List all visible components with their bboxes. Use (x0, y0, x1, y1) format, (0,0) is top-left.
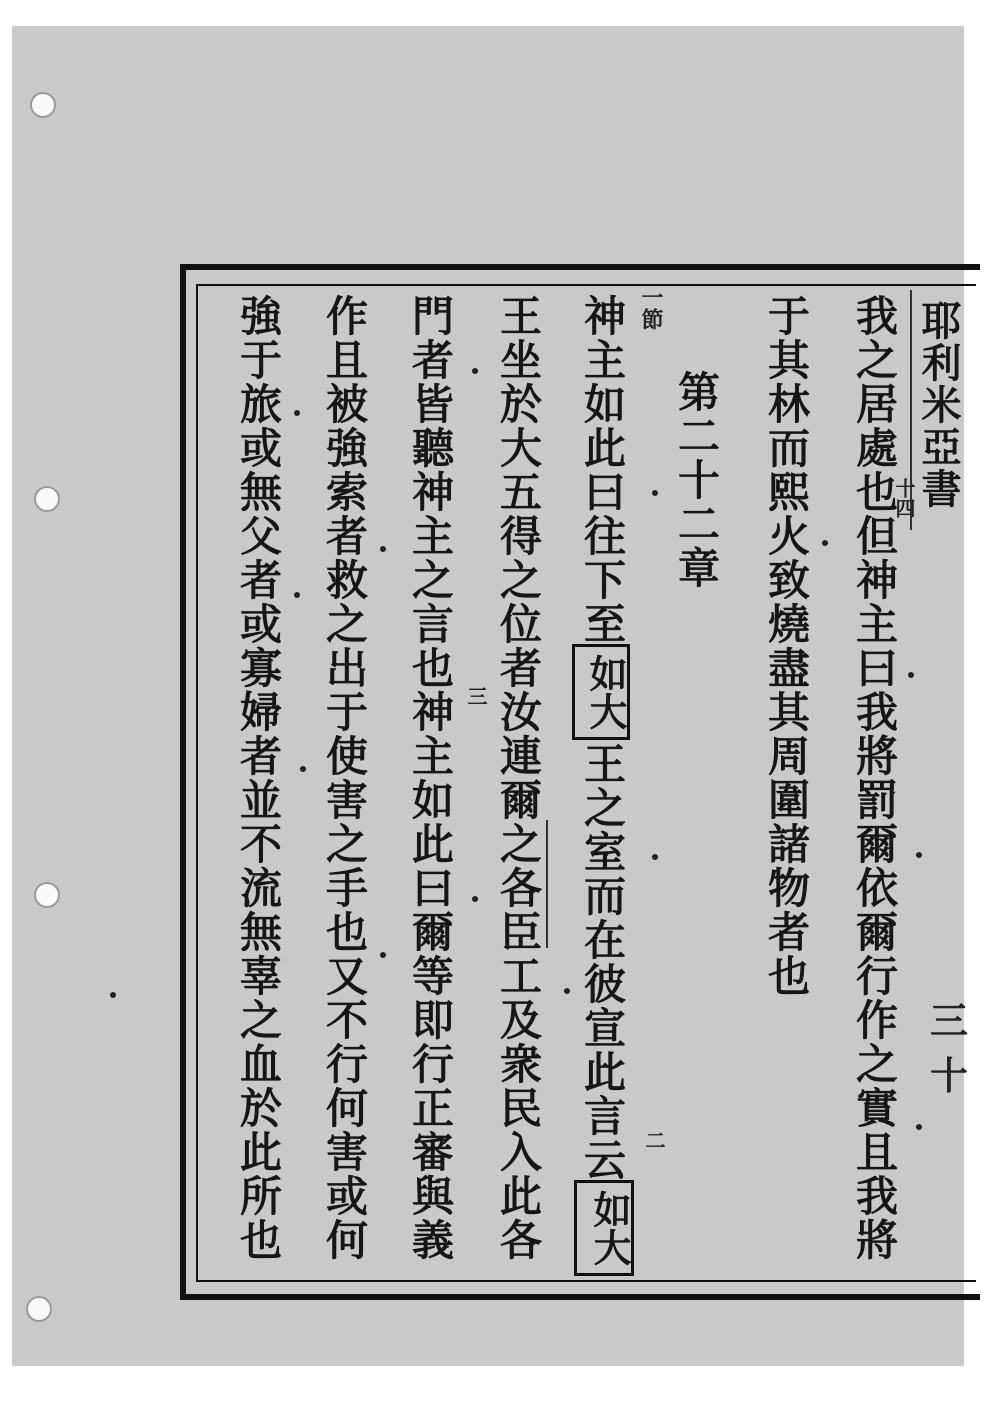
binder-hole (34, 486, 60, 512)
binder-hole (26, 1296, 52, 1322)
verse-note: 二 (642, 1130, 666, 1150)
binder-hole (34, 882, 60, 908)
stray-mark (110, 992, 116, 998)
punctuation-mark (916, 1124, 922, 1130)
punctuation-mark (908, 672, 914, 678)
verse-note: 三 (464, 686, 488, 706)
header-title: 耶利米亞書 (915, 300, 962, 510)
binder-hole (30, 92, 56, 118)
text-column-2: 于其林而熙火致燒盡其周圍諸物者也 (762, 294, 811, 998)
section-note: 一節 (638, 286, 664, 330)
punctuation-mark (652, 490, 658, 496)
verse-note: 十四 (892, 478, 916, 518)
text-column-1: 我之居處也但神主曰我將罰爾依爾行作之實且我將 (850, 294, 899, 1262)
punctuation-mark (652, 854, 658, 860)
text-column-4-top: 神主如此曰往下至 (578, 294, 627, 646)
margin-page-number: 三十 (930, 998, 969, 1098)
boxed-annotation: 如大 (572, 644, 630, 740)
punctuation-mark (380, 546, 386, 552)
text-column-8: 強于旅或無父者或寡婦者並不流無辜之血於此所也 (234, 294, 283, 1262)
boxed-annotation: 如大 (574, 1180, 634, 1276)
text-column-4-bottom: 王之室而在彼宣此言云 (578, 742, 627, 1182)
punctuation-mark (822, 540, 828, 546)
column-rule (546, 820, 548, 948)
punctuation-mark (294, 410, 300, 416)
punctuation-mark (472, 368, 478, 374)
punctuation-mark (916, 852, 922, 858)
punctuation-mark (472, 896, 478, 902)
punctuation-mark (300, 766, 306, 772)
punctuation-mark (564, 988, 570, 994)
text-column-6: 門者皆聽神主之言也神主如此曰爾等即行正審與義 (406, 294, 455, 1262)
chapter-heading: 第二十二章 (672, 370, 721, 590)
text-column-5: 王坐於大五得之位者汝連爾之各臣工及衆民入此各 (494, 294, 543, 1262)
text-column-7: 作且被強索者救之出于使害之手也又不行何害或何 (320, 294, 369, 1262)
punctuation-mark (294, 592, 300, 598)
punctuation-mark (380, 952, 386, 958)
